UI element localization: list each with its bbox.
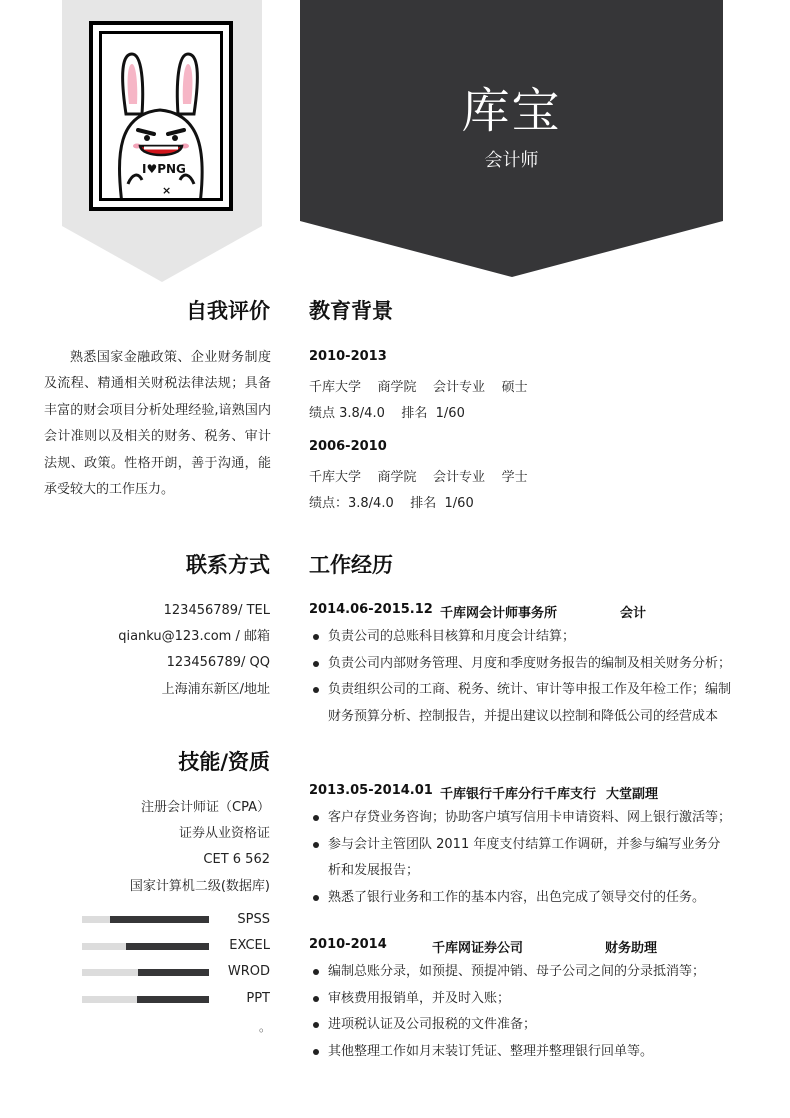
photo-mark: ×	[162, 184, 172, 197]
skill-item: CET 6 562	[203, 852, 270, 867]
job-role: 大堂副理	[606, 787, 659, 802]
education-school: 千库大学 商学院 会计专业 学士	[309, 470, 528, 485]
job-company: 千库网证券公司	[432, 941, 524, 956]
duty-item: 负责公司内部财务管理、月度和季度财务报告的编制及相关财务分析；	[309, 651, 749, 678]
education-period: 2010-2013	[309, 349, 387, 364]
job-header	[309, 602, 749, 620]
section-heading-skills: 技能/资质	[178, 750, 270, 774]
job-role: 会计	[620, 606, 647, 621]
skill-bar-label: SPSS	[237, 912, 270, 927]
duty-item: 客户存贷业务咨询；协助客户填写信用卡申请资料、网上银行激活等；	[309, 805, 749, 832]
contact-qq: 123456789/ QQ	[166, 655, 270, 670]
skill-item: 注册会计师证（CPA）	[141, 800, 270, 815]
skill-bar-ppt	[82, 996, 209, 1003]
duty-item: 审核费用报销单，并及时入账；	[309, 986, 749, 1013]
skill-bar-excel	[82, 943, 209, 950]
contact-address: 上海浦东新区/地址	[161, 682, 270, 697]
job-company: 千库网会计师事务所	[440, 606, 558, 621]
education-score: 绩点 3.8/4.0 排名 1/60	[309, 406, 465, 421]
job-duties	[309, 624, 749, 730]
skill-bar-fill	[110, 916, 209, 923]
job-duties	[309, 959, 749, 1065]
duty-item: 进项税认证及公司报税的文件准备；	[309, 1012, 749, 1039]
duty-item: 其他整理工作如月末装订凭证、整理并整理银行回单等。	[309, 1039, 749, 1066]
skill-item: 国家计算机二级(数据库)	[129, 879, 270, 894]
photo-badge-text: I♥PNG	[142, 162, 186, 176]
job-header	[309, 783, 749, 801]
skill-bar-fill	[137, 996, 209, 1003]
job-company: 千库银行千库分行千库支行	[440, 787, 597, 802]
contact-email: qianku@123.com / 邮箱	[118, 629, 270, 644]
duty-item: 负责公司的总账科目核算和月度会计结算；	[309, 624, 749, 651]
contact-phone: 123456789/ TEL	[163, 603, 270, 618]
duty-item: 负责组织公司的工商、税务、统计、审计等申报工作及年检工作；编制财务预算分析、控制报告，并提出建议以控制和降低公司的经营成本	[309, 677, 733, 730]
duty-item: 参与会计主管团队 2011 年度支付结算工作调研，并参与编写业务分析和发展报告；	[309, 832, 733, 885]
skill-bar-spss	[82, 916, 209, 923]
job-period: 2010-2014	[309, 937, 387, 952]
skill-bar-fill	[126, 943, 209, 950]
section-heading-about: 自我评价	[186, 299, 270, 323]
job-header	[309, 937, 749, 955]
skill-bar-label: EXCEL	[229, 938, 270, 953]
skill-bar-label: WROD	[227, 964, 270, 979]
job-duties	[309, 805, 749, 911]
duty-item: 编制总账分录，如预提、预提冲销、母子公司之间的分录抵消等；	[309, 959, 749, 986]
section-heading-work: 工作经历	[309, 553, 393, 577]
job-role: 财务助理	[605, 941, 658, 956]
job-title: 会计师	[484, 150, 539, 171]
education-period: 2006-2010	[309, 439, 387, 454]
skill-bar-fill	[138, 969, 209, 976]
skill-item: 证券从业资格证	[178, 826, 270, 841]
trailing-mark: 。	[258, 1020, 271, 1034]
duty-item: 熟悉了银行业务和工作的基本内容，出色完成了领导交付的任务。	[309, 885, 749, 912]
job-period: 2014.06-2015.12	[309, 602, 433, 617]
education-score: 绩点：3.8/4.0 排名 1/60	[309, 496, 474, 511]
education-school: 千库大学 商学院 会计专业 硕士	[309, 380, 528, 395]
section-heading-contact: 联系方式	[186, 553, 270, 577]
about-text: 熟悉国家金融政策、企业财务制度及流程、精通相关财税法律法规；具备丰富的财会项目分析处理经验,谙熟国内会计准则以及相关的财务、税务、审计法规、政策。性格开朗，善于沟通，能承受较大的工作压力。	[44, 350, 271, 498]
skill-bar-word	[82, 969, 209, 976]
section-heading-education: 教育背景	[309, 299, 393, 323]
candidate-name: 库宝	[461, 83, 562, 139]
profile-photo	[89, 21, 233, 211]
skill-bar-label: PPT	[246, 991, 270, 1006]
job-period: 2013.05-2014.01	[309, 783, 433, 798]
